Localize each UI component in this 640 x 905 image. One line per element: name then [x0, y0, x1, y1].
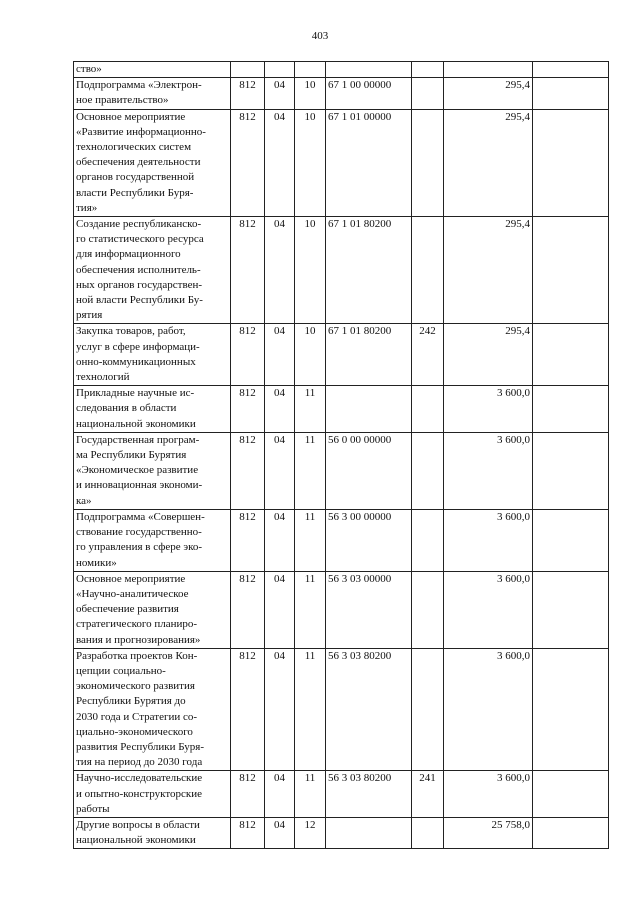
empty-cell [533, 62, 609, 78]
section-code-cell: 04 [265, 509, 295, 571]
table-row [74, 648, 609, 771]
amount-cell: 3 600,0 [444, 509, 533, 571]
subsection-code-cell: 11 [295, 432, 326, 509]
ministry-code-cell: 812 [231, 109, 265, 216]
expense-type-cell [412, 386, 444, 433]
row-name-cell: Прикладные научные ис- следования в области национальной экономики [74, 386, 231, 433]
expense-type-cell [412, 62, 444, 78]
section-code-cell: 04 [265, 648, 295, 771]
target-article-cell: 56 3 03 80200 [326, 648, 412, 771]
ministry-code-cell: 812 [231, 771, 265, 818]
subsection-code-cell: 10 [295, 78, 326, 109]
table-row [74, 432, 609, 509]
subsection-code-cell: 11 [295, 386, 326, 433]
section-code-cell: 04 [265, 817, 295, 848]
expense-type-cell [412, 509, 444, 571]
budget-table [73, 61, 609, 849]
table-row [74, 509, 609, 571]
ministry-code-cell: 812 [231, 324, 265, 386]
expense-type-cell [412, 109, 444, 216]
amount-cell: 295,4 [444, 217, 533, 324]
empty-cell [533, 509, 609, 571]
ministry-code-cell [231, 62, 265, 78]
amount-cell: 3 600,0 [444, 432, 533, 509]
empty-cell [533, 648, 609, 771]
expense-type-cell [412, 648, 444, 771]
row-name-cell: Создание республиканско- го статистического ресурса для информационного обеспечения исполнитель- ных органов государствен- ной власти Республики Бу- рятия [74, 217, 231, 324]
subsection-code-cell [295, 62, 326, 78]
target-article-cell: 67 1 01 80200 [326, 324, 412, 386]
ministry-code-cell: 812 [231, 217, 265, 324]
target-article-cell: 56 3 00 00000 [326, 509, 412, 571]
target-article-cell: 56 3 03 00000 [326, 571, 412, 648]
expense-type-cell [412, 78, 444, 109]
empty-cell [533, 217, 609, 324]
empty-cell [533, 386, 609, 433]
row-name-cell: Другие вопросы в области национальной экономики [74, 817, 231, 848]
row-name-cell: Разработка проектов Кон- цепции социально- экономического развития Республики Бурятия до 2030 года и Стратегии со- циально-экономического развития Республики Буря- тия на период до 2030 года [74, 648, 231, 771]
ministry-code-cell: 812 [231, 386, 265, 433]
target-article-cell: 67 1 01 00000 [326, 109, 412, 216]
table-row [74, 817, 609, 848]
amount-cell: 3 600,0 [444, 648, 533, 771]
budget-table-body [74, 62, 609, 849]
table-row [74, 78, 609, 109]
subsection-code-cell: 11 [295, 771, 326, 818]
amount-cell: 25 758,0 [444, 817, 533, 848]
section-code-cell: 04 [265, 109, 295, 216]
row-name-cell: Государственная програм- ма Республики Бурятия «Экономическое развитие и инновационная экономи- ка» [74, 432, 231, 509]
section-code-cell: 04 [265, 432, 295, 509]
expense-type-cell: 242 [412, 324, 444, 386]
row-name-cell: Подпрограмма «Электрон- ное правительство» [74, 78, 231, 109]
expense-type-cell [412, 432, 444, 509]
subsection-code-cell: 11 [295, 571, 326, 648]
empty-cell [533, 324, 609, 386]
expense-type-cell: 241 [412, 771, 444, 818]
amount-cell: 3 600,0 [444, 386, 533, 433]
ministry-code-cell: 812 [231, 571, 265, 648]
table-row [74, 771, 609, 818]
table-row [74, 386, 609, 433]
section-code-cell: 04 [265, 78, 295, 109]
empty-cell [533, 78, 609, 109]
section-code-cell: 04 [265, 386, 295, 433]
table-row [74, 217, 609, 324]
section-code-cell: 04 [265, 217, 295, 324]
table-row [74, 324, 609, 386]
row-name-cell: ство» [74, 62, 231, 78]
empty-cell [533, 817, 609, 848]
section-code-cell: 04 [265, 771, 295, 818]
subsection-code-cell: 10 [295, 217, 326, 324]
subsection-code-cell: 10 [295, 109, 326, 216]
empty-cell [533, 432, 609, 509]
target-article-cell [326, 817, 412, 848]
amount-cell [444, 62, 533, 78]
ministry-code-cell: 812 [231, 817, 265, 848]
row-name-cell: Основное мероприятие «Развитие информационно- технологических систем обеспечения деятельности органов государственной власти Республики Буря- тия» [74, 109, 231, 216]
amount-cell: 295,4 [444, 324, 533, 386]
empty-cell [533, 109, 609, 216]
ministry-code-cell: 812 [231, 509, 265, 571]
target-article-cell [326, 386, 412, 433]
target-article-cell: 56 0 00 00000 [326, 432, 412, 509]
table-row [74, 571, 609, 648]
empty-cell [533, 571, 609, 648]
row-name-cell: Закупка товаров, работ, услуг в сфере информаци- онно-коммуникационных технологий [74, 324, 231, 386]
amount-cell: 295,4 [444, 109, 533, 216]
ministry-code-cell: 812 [231, 432, 265, 509]
amount-cell: 3 600,0 [444, 571, 533, 648]
expense-type-cell [412, 217, 444, 324]
page-number: 403 [311, 30, 329, 42]
table-row [74, 109, 609, 216]
row-name-cell: Научно-исследовательские и опытно-конструкторские работы [74, 771, 231, 818]
subsection-code-cell: 12 [295, 817, 326, 848]
subsection-code-cell: 11 [295, 509, 326, 571]
target-article-cell: 67 1 01 80200 [326, 217, 412, 324]
target-article-cell: 67 1 00 00000 [326, 78, 412, 109]
expense-type-cell [412, 817, 444, 848]
section-code-cell: 04 [265, 324, 295, 386]
row-name-cell: Основное мероприятие «Научно-аналитическое обеспечение развития стратегического планиро- вания и прогнозирования» [74, 571, 231, 648]
section-code-cell [265, 62, 295, 78]
expense-type-cell [412, 571, 444, 648]
subsection-code-cell: 11 [295, 648, 326, 771]
empty-cell [533, 771, 609, 818]
ministry-code-cell: 812 [231, 78, 265, 109]
table-row [74, 62, 609, 78]
amount-cell: 3 600,0 [444, 771, 533, 818]
target-article-cell: 56 3 03 80200 [326, 771, 412, 818]
subsection-code-cell: 10 [295, 324, 326, 386]
ministry-code-cell: 812 [231, 648, 265, 771]
row-name-cell: Подпрограмма «Совершен- ствование государственно- го управления в сфере эко- номики» [74, 509, 231, 571]
amount-cell: 295,4 [444, 78, 533, 109]
section-code-cell: 04 [265, 571, 295, 648]
target-article-cell [326, 62, 412, 78]
